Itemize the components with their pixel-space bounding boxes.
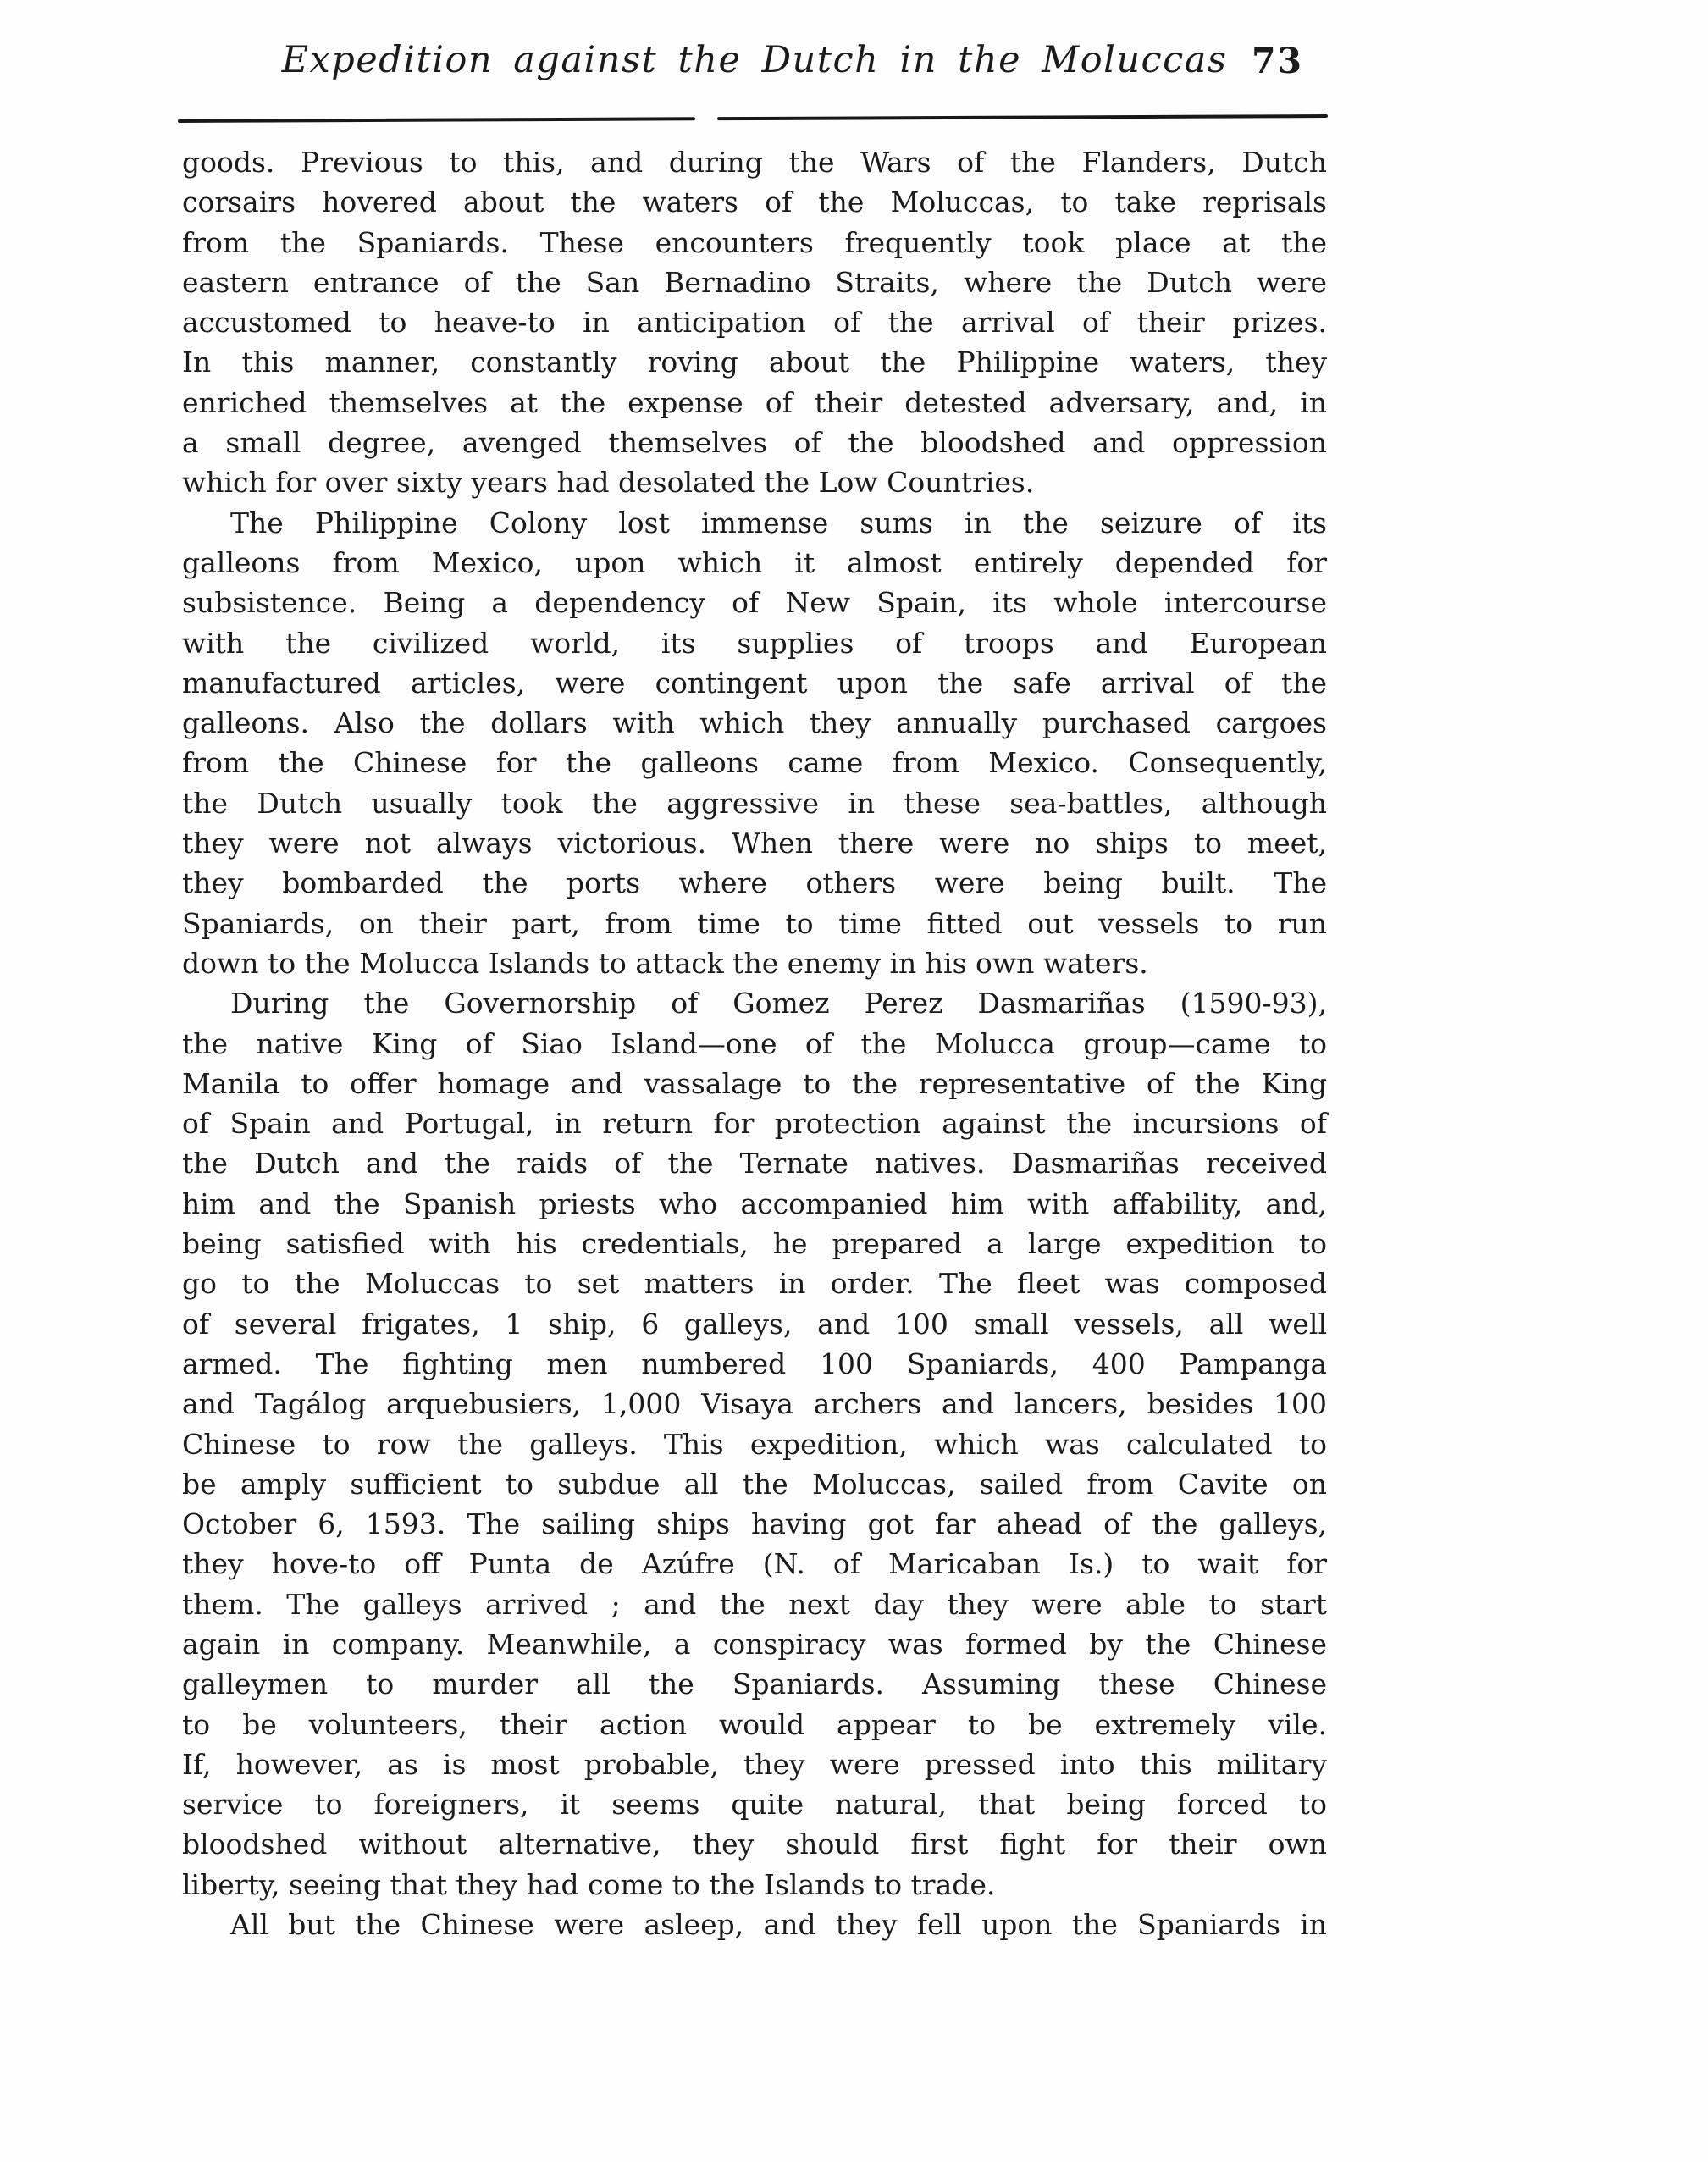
text-line: armed. The fighting men numbered 100 Spaniards, 400 Pampanga	[182, 1346, 1327, 1380]
text-line: down to the Molucca Islands to attack the enemy in his own waters.	[182, 946, 1148, 980]
text-line: During the Governorship of Gomez Perez Dasmariñas (1590-93),	[230, 987, 1327, 1020]
text-line: October 6, 1593. The sailing ships having got far ahead of the galleys,	[182, 1507, 1327, 1541]
paragraph	[182, 142, 1327, 503]
text-line: him and the Spanish priests who accompanied him with affability, and,	[182, 1186, 1327, 1220]
text-line: again in company. Meanwhile, a conspiracy was formed by the Chinese	[182, 1627, 1327, 1661]
header-rule-left-segment	[178, 117, 695, 123]
page-title: Expedition against the Dutch in the Moluccas	[281, 39, 1228, 81]
text-line: the native King of Siao Island—one of the Molucca group—came to	[182, 1026, 1327, 1060]
page-body	[182, 142, 1327, 1944]
text-line: they hove-to off Punta de Azúfre (N. of Maricaban Is.) to wait for	[182, 1547, 1327, 1581]
text-line: of several frigates, 1 ship, 6 galleys, and 100 small vessels, all well	[182, 1307, 1327, 1341]
text-line: galleons from Mexico, upon which it almost entirely depended for	[182, 545, 1327, 579]
text-line: from the Chinese for the galleons came from Mexico. Consequently,	[182, 746, 1327, 780]
text-line: In this manner, constantly roving about the Philippine waters, they	[182, 346, 1327, 379]
text-line: goods. Previous to this, and during the Wars of the Flanders, Dutch	[182, 146, 1327, 179]
text-line: enriched themselves at the expense of their detested adversary, and, in	[182, 385, 1327, 419]
text-line: with the civilized world, its supplies of troops and European	[182, 626, 1327, 660]
text-line: they were not always victorious. When there were no ships to meet,	[182, 827, 1327, 860]
text-line: galleymen to murder all the Spaniards. Assuming these Chinese	[182, 1667, 1327, 1701]
text-line: be amply sufficient to subdue all the Moluccas, sailed from Cavite on	[182, 1467, 1327, 1501]
text-line: corsairs hovered about the waters of the Moluccas, to take reprisals	[182, 185, 1327, 219]
header-rule	[178, 114, 1328, 123]
paragraph	[182, 1905, 1327, 1944]
text-line: eastern entrance of the San Bernadino Straits, where the Dutch were	[182, 265, 1327, 299]
text-line: subsistence. Being a dependency of New Spain, its whole intercourse	[182, 586, 1327, 620]
text-line: liberty, seeing that they had come to the Islands to trade.	[182, 1867, 996, 1901]
paragraph	[182, 983, 1327, 1905]
running-header	[182, 39, 1327, 81]
text-line: If, however, as is most probable, they were pressed into this military	[182, 1747, 1327, 1781]
text-line: accustomed to heave-to in anticipation of the arrival of their prizes.	[182, 306, 1327, 340]
text-line: All but the Chinese were asleep, and they fell upon the Spaniards in	[230, 1908, 1327, 1942]
text-line: which for over sixty years had desolated the Low Countries.	[182, 466, 1035, 500]
text-line: bloodshed without alternative, they should first fight for their own	[182, 1827, 1327, 1861]
text-line: of Spain and Portugal, in return for protection against the incursions of	[182, 1107, 1327, 1141]
text-line: The Philippine Colony lost immense sums in the seizure of its	[230, 506, 1327, 539]
text-line: service to foreigners, it seems quite natural, that being forced to	[182, 1788, 1327, 1822]
paragraph	[182, 503, 1327, 984]
text-line: the Dutch usually took the aggressive in these sea-battles, although	[182, 786, 1327, 820]
text-line: to be volunteers, their action would appear to be extremely vile.	[182, 1707, 1327, 1741]
text-line: go to the Moluccas to set matters in order. The fleet was composed	[182, 1267, 1327, 1301]
text-line: and Tagálog arquebusiers, 1,000 Visaya archers and lancers, besides 100	[182, 1387, 1327, 1421]
text-line: manufactured articles, were contingent upon the safe arrival of the	[182, 666, 1327, 699]
header-rule-right-segment	[717, 114, 1328, 120]
text-line: them. The galleys arrived ; and the next day they were able to start	[182, 1587, 1327, 1621]
text-line: Chinese to row the galleys. This expedition, which was calculated to	[182, 1427, 1327, 1461]
text-line: galleons. Also the dollars with which they annually purchased cargoes	[182, 706, 1327, 740]
page-number: 73	[1251, 41, 1303, 81]
text-line: Spaniards, on their part, from time to time fitted out vessels to run	[182, 906, 1327, 940]
text-line: the Dutch and the raids of the Ternate natives. Dasmariñas received	[182, 1147, 1327, 1181]
text-line: from the Spaniards. These encounters frequently took place at the	[182, 225, 1327, 259]
text-line: they bombarded the ports where others were being built. The	[182, 866, 1327, 900]
text-line: a small degree, avenged themselves of the bloodshed and oppression	[182, 426, 1327, 460]
text-line: Manila to offer homage and vassalage to the representative of the King	[182, 1066, 1327, 1100]
text-line: being satisfied with his credentials, he prepared a large expedition to	[182, 1227, 1327, 1261]
